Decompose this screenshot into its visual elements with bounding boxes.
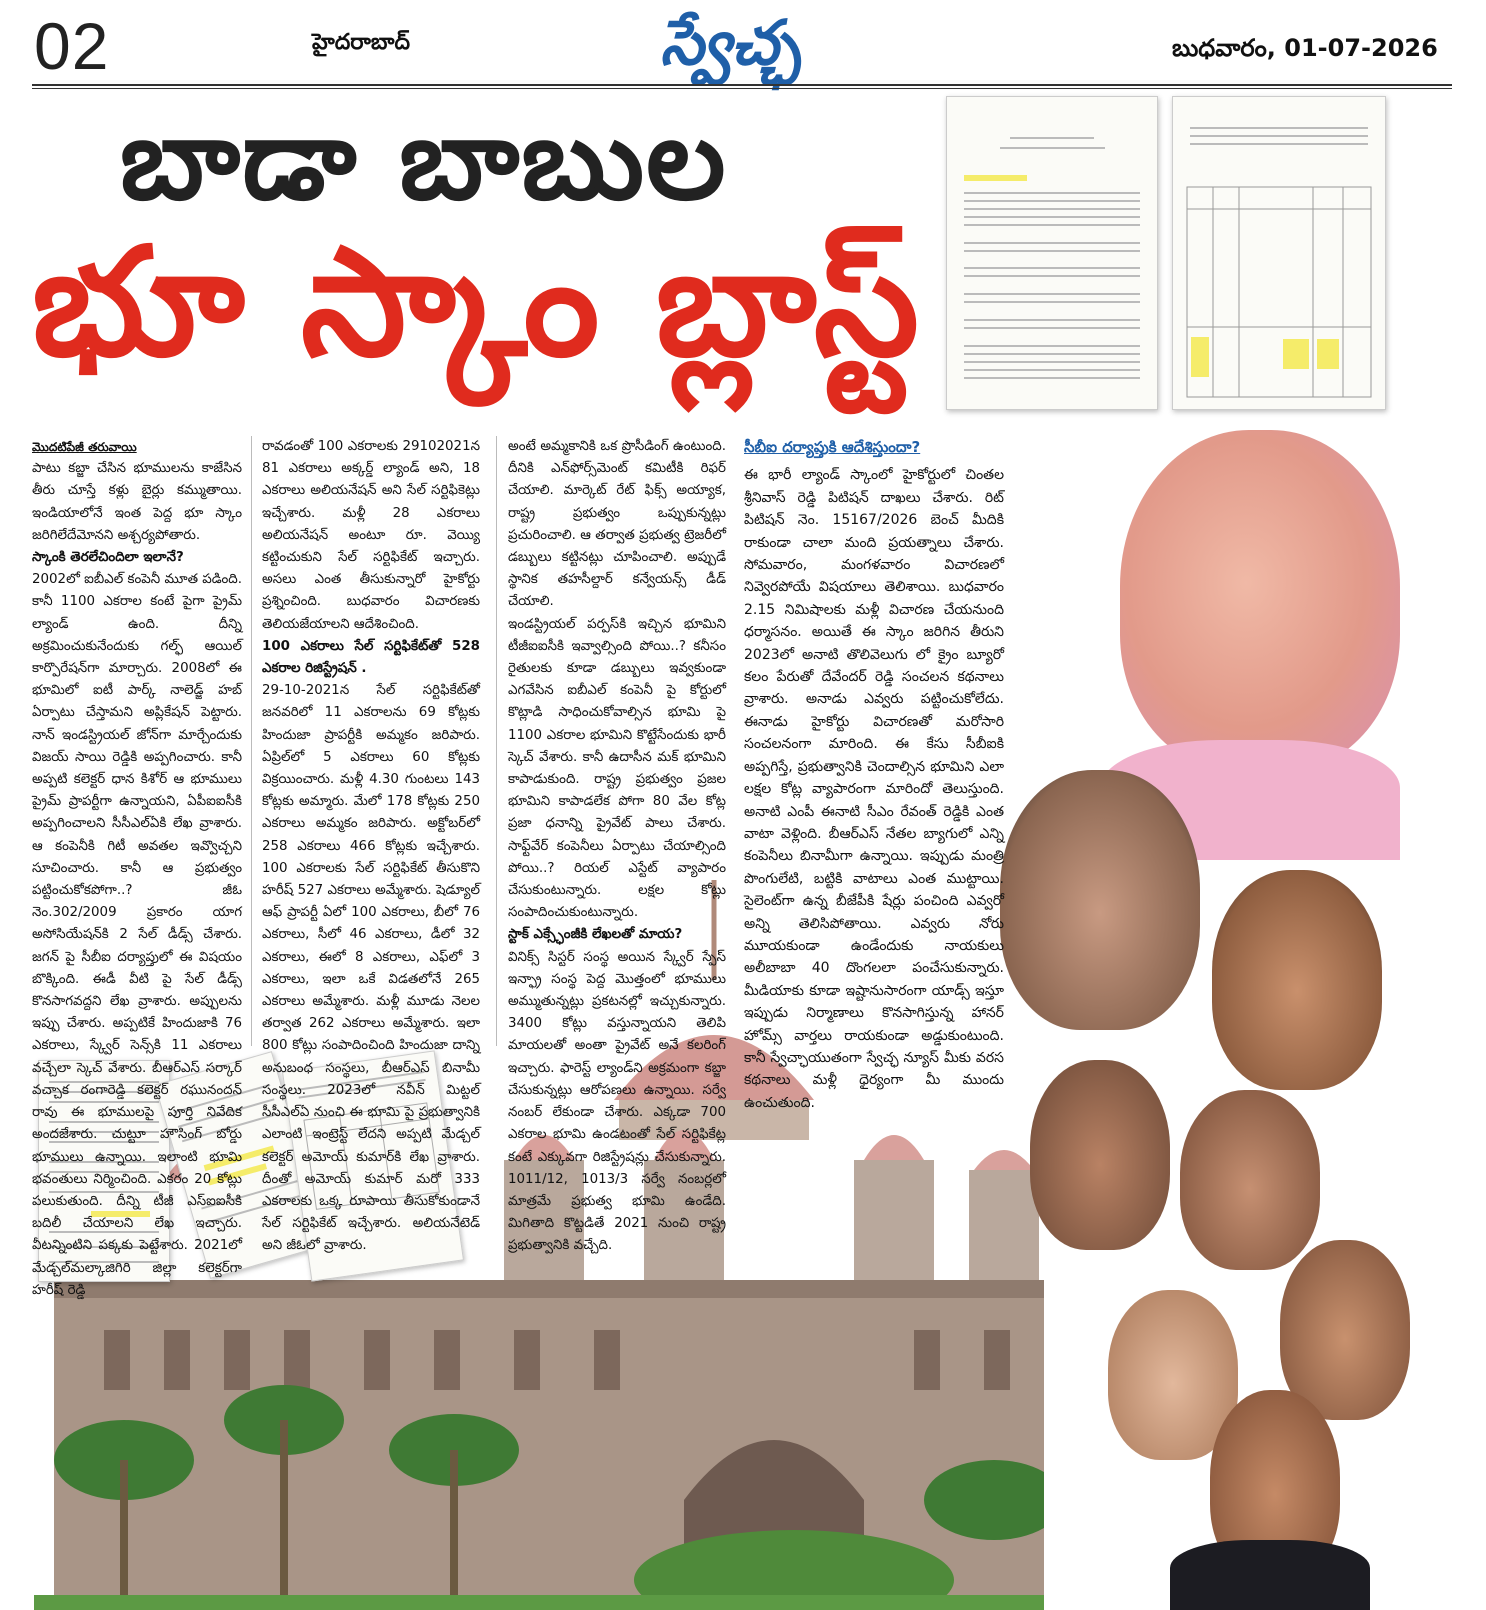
- article-paragraph: ఈ భారీ ల్యాండ్ స్కాంలో హైకోర్టులో చింతల శ్రీనివాస్ రెడ్డి పిటిషన్ దాఖలు చేశారు. రిట్ పిటిషన్ నెం. 15167/2026 బెంచ్ మీదికి రాకుండా చాలా మంది ప్రయత్నాలు చేశారు. సోమవారం, మంగళవారం విచారణలో నివ్వెరపోయే విషయాలు తెలిశాయి. బుధవారం 2.15 నిమిషాలకు మళ్లీ విచారణ చేయనుంది ధర్మాసనం. అయితే ఈ స్కాం జరిగిన తీరుని 2023లో అనాటి తొలివెలుగు లో క్రైం బ్యూరో కలం పేరుతో దేవేందర్ రెడ్డి సంచలన కథనాలు వ్రాశారు. అనాడు ఎవ్వరు పట్టించుకోలేదు. ఈనాడు హైకోర్టు విచారణతో మరోసారి సంచలనంగా మారింది. ఈ కేసు సీబీఐకి అప్పగిస్తే, ప్రభుత్వానికి చెందాల్సిన భూమిని ఎలా లక్షల కోట్ల వ్యాపారంగా మారిందో తెలుస్తుంది. అనాటి ఎంపీ ఈనాటి సీఎం రేవంత్ రెడ్డికి ఎంత వాటా వెళ్లింది. బీఆర్ఎస్ నేతల బ్యాగులో ఎన్ని కంపెనీలు బినామీగా ఉన్నాయి. ఇప్పుడు మంత్రి పొంగులేటి, బట్టికి వాటాలు ఎంత ముట్టాయి. సైలెంట్‌గా ఉన్న బీజేపీకి షేర్లు పంచింది ఎవ్వరో అన్ని తెలిసిపోతాయి. ఎవ్వరు నోరు మూయకుండా ఉండేందుకు నాయకులు అలీబాబా 40 దొంగలలా పంచేసుకున్నారు. మీడియాకు కూడా ఇష్టానుసారంగా యాడ్స్ ఇస్తూ ఇప్పుడు నిర్మాణాలు కొనసాగిస్తున్న హానర్ హోమ్స్ వార్తలు రాయకుండా అడ్డుకుంటుంది. కానీ స్వేచ్ఛాయుతంగా స్వేచ్ఛ న్యూస్ మీకు వరస కథనాలు మళ్లీ ధైర్యంగా మీ ముందు ఉంచుతుంది.: [744, 467, 1004, 1111]
- edition-city: హైదరాబాద్: [312, 30, 410, 55]
- article-paragraph: వినిక్స్ సిస్టర్ సంస్థ అయిన స్క్వేర్ స్పేస్ ఇన్ఫ్రా సంస్థ పెద్ద మొత్తంలో భూములు అమ్ముతున్నట్లు ప్రకటనల్లో ఇచ్చుకున్నారు. 3400 కోట్లు వస్తున్నాయని తెలిపి మాయలతో అంతా ప్రైవేట్ అనే కలరింగ్ ఇచ్చారు. ఫారెస్ట్ ల్యాండ్‌ని అక్రమంగా కబ్జా చేసుకున్నట్లు ఆరోపణలు ఉన్నాయి. సర్వే నంబర్ లేకుండా చేశారు. ఎక్కడా 700 ఎకరాల భూమి ఉండటంతో సేల్ సర్టిఫికేట్ల కంటే ఎక్కువగా రిజిస్ట్రేషన్లు చేసుకున్నారు. 1011/12, 1013/3 సర్వే నంబర్లలో మాత్రమే ప్రభుత్వ భూమి ఉండేది. మిగితాది కొట్టడితే 2021 నుంచి రాష్ట్ర ప్రభుత్వానికి వచ్చేది.: [508, 949, 726, 1254]
- document-scan-2: [1172, 96, 1386, 410]
- headline-line-2: భూ స్కాం బ్లాస్ట్: [32, 216, 922, 390]
- portrait-6: [1280, 1240, 1410, 1420]
- article-paragraph: ఇండస్ట్రియల్ పర్పస్‌కి ఇచ్చిన భూమిని టీజీఐఐసీకి ఇవ్వాల్సింది పోయి..? కనీసం రైతులకు కూడా డబ్బులు ఇవ్వకుండా ఎగవేసిన ఐబీఎల్ కంపెనీ పై కోర్టులో కొట్లాడి సాధించుకోవాల్సిన భూమి పై 1100 ఎకరాల భూమిని కొట్టేసేందుకు భారీ స్కెచ్ వేశారు. కానీ ఉదాసీన మక్ భూమిని కాపాడుకుంది. రాష్ట్ర ప్రభుత్వం ప్రజల భూమిని కాపాడలేక పోగా 80 వేల కోట్ల ప్రజా ధనాన్ని ప్రైవేట్ పాలు చేశారు. సాఫ్ట్‌వేర్ కంపెనీలు ఏర్పాటు చేయాల్సింది పోయి..? రియల్ ఎస్టేట్ వ్యాపారం చేసుకుంటున్నారు. లక్షల కోట్లు సంపాదించుకుంటున్నారు.: [508, 616, 726, 921]
- article-column-3: [508, 436, 726, 1258]
- page-number: 02: [34, 9, 110, 83]
- article-subheading: స్కాంకి తెరలేచిందిలా ఇలానే?: [32, 550, 184, 566]
- edition-date: బుధవారం, 01-07-2026: [1172, 34, 1438, 62]
- headline-line-1: బాడా బాబుల: [120, 95, 728, 225]
- header-rule: [32, 84, 1452, 89]
- column-4-heading: సీబీఐ దర్యాప్తుకి ఆదేశిస్తుందా?: [744, 438, 921, 456]
- portrait-4: [1030, 1060, 1170, 1250]
- portrait-2: [1000, 770, 1200, 1030]
- document-table-grid: [1173, 97, 1385, 409]
- column-divider: [251, 436, 252, 1046]
- article-kicker: మొదటిపేజీ తరువాయి: [32, 440, 137, 454]
- masthead-logo: స్వేచ్ఛ: [660, 6, 801, 79]
- article-paragraph: 2002లో ఐబీఎల్ కంపెనీ మూత పడింది. కానీ 1100 ఎకరాల కంటే పైగా ప్రైమ్ ల్యాండ్ ఉంది. దీన్ని అక్రమించుకునేందుకు గల్ఫ్ ఆయిల్ కార్పొరేషన్‌గా మార్చారు. 2008లో ఈ భూమిలో ఐటీ పార్క్ నాలెడ్జ్ హబ్ ఏర్పాటు చేస్తామని అప్లికేషన్ పెట్టారు. నాన్ ఇండస్ట్రియల్ జోన్‌గా మార్చేందుకు విజయ్ సాయి రెడ్డికి అప్పగించారు. కానీ అప్పటి కలెక్టర్ ధాన కిశోర్ ఆ భూములు ప్రైమ్ ప్రాపర్టీగా ఉన్నాయని, ఏపీఐఐసీకి అప్పగించాలని సీసీఎల్ఏకి లేఖ వ్రాశారు. ఆ కంపెనీకి గిటీ అవతల ఇవ్వొచ్చని సూచించారు. కానీ ఆ ప్రభుత్వం పట్టించుకోకపోగా..? జీఓ నెం.302/2009 ప్రకారం యాగ అసోసియేషన్‌కి 2 సేల్ డీడ్స్ చేశారు. జగన్ పై సీబీఐ దర్యాప్తులో ఈ విషయం బొక్కింది. ఈడీ వీటి పై సేల్ డీడ్స్ కొనసాగవద్దని లేఖ వ్రాశారు. అప్పులను ఇప్పు చేశారు. అప్పటికే హిందుజాకి 76 ఎకరాలు, స్క్వేర్ సెన్స్‌కి 11 ఎకరాలు వచ్చేలా స్కెచ్ వేశారు. బీఆర్ఎస్ సర్కార్ వచ్చాక రంగారెడ్డి కలెక్టర్ రఘునందన్ రావు ఈ భూములపై పూర్తి నివేదిక అందజేశారు. చుట్టూ హౌసింగ్ బోర్డు భూములు ఉన్నాయి. ఇలాంటి భూమి భవంతులు నిర్మించింది. ఎకరం 20 కోట్లు పలుకుతుంది. దీన్ని టీజీ ఎస్ఐఐసీకి బదిలీ చేయాలని లేఖ ఇచ్చారు. వీటన్నింటిని పక్కకు పెట్టేశారు. 2021లో మేడ్చల్‌మల్కాజిగిరి జిల్లా కలెక్టర్‌గా హరీష్ రెడ్డి: [32, 572, 242, 1298]
- portrait-5: [1180, 1090, 1320, 1270]
- article-subheading: 100 ఎకరాలు సేల్ సర్టిఫికేట్‌తో 528 ఎకరాల రిజిస్ట్రేషన్ .: [262, 638, 480, 677]
- article-paragraph: పాటు కబ్జా చేసిన భూములను కాజేసిన తీరు చూస్తే కళ్లు బైర్లు కమ్ముతాయి. ఇండియాలోనే ఇంత పెద్ద భూ స్కాం జరిగిలేదేమోనని అశ్చర్యపోతారు.: [32, 461, 242, 543]
- article-column-1: [32, 436, 242, 1302]
- article-subheading: స్టాక్ ఎక్స్ఛేంజీకి లేఖలతో మాయ?: [508, 927, 683, 943]
- article-paragraph: అంటే అమ్మకానికి ఒక ప్రొసీడింగ్ ఉంటుంది. దీనికి ఎన్‌ఫోర్స్‌మెంట్ కమిటీకి రిఫర్ చేయాలి. మార్కెట్ రేట్ ఫిక్స్ అయ్యాక, రాష్ట్ర ప్రభుత్వం ఒప్పుకున్నట్లు ప్రచురించాలి. ఆ తర్వాత ప్రభుత్వ ట్రెజరీలో డబ్బులు కట్టినట్లు చూపించాలి. అప్పుడే స్థానిక తహసీల్దార్ కన్వేయన్స్ డీడ్ చేయాలి.: [508, 439, 726, 610]
- portrait-8-suit: [1170, 1540, 1370, 1610]
- article-paragraph: రావడంతో 100 ఎకరాలకు 29102021న 81 ఎకరాలు అక్కర్డ్ ల్యాండ్ అని, 18 ఎకరాలు అలియనేషన్ అని సేల్ సర్టిఫికెట్లు ఇచ్చేశారు. మళ్లీ 28 ఎకరాలు అలియనేషన్ అంటూ రూ. వెయ్యి కట్టించుకుని సేల్ సర్టిఫికేట్ ఇచ్చారు. అసలు ఎంత తీసుకున్నారో హైకోర్టు ప్రశ్నించింది. బుధవారం విచారణకు తెలియజేయాలని ఆదేశించింది.: [262, 439, 480, 632]
- article-column-4: [744, 436, 1004, 1114]
- column-divider: [496, 436, 497, 1046]
- portrait-1: [1120, 430, 1400, 770]
- portrait-3: [1212, 870, 1382, 1090]
- article-paragraph: 29-10-2021న సేల్ సర్టిఫికేట్‌తో జనవరిలో 11 ఎకరాలను 69 కోట్లకు హిందుజా ప్రాపర్టీకి అమ్మకం జరిపారు. ఏప్రిల్‌లో 5 ఎకరాలు 60 కోట్లకు విక్రయించారు. మళ్లీ 4.30 గుంటలు 143 కోట్లకు అమ్మారు. మేలో 178 కోట్లకు 250 ఎకరాలు అమ్మకం జరిపారు. అక్టోబర్‌లో 258 ఎకరాలు 466 కోట్లకు ఇచ్చేశారు. 100 ఎకరాలకు సేల్ సర్టిఫికేట్ తీసుకొని హరీష్ 527 ఎకరాలు అమ్మేశారు. షెడ్యూల్ ఆఫ్ ప్రాపర్టీ ఏలో 100 ఎకరాలు, బీలో 76 ఎకరాలు, సీలో 46 ఎకరాలు, డీలో 32 ఎకరాలు, ఈలో 8 ఎకరాలు, ఎఫ్‌లో 3 ఎకరాలు, ఇలా ఒకే విడతలోనే 265 ఎకరాలు అమ్మేశారు. మళ్లీ మూడు నెలల తర్వాత 262 ఎకరాలు అమ్మేశారు. ఇలా 800 కోట్లు సంపాదించింది హిందుజా దాన్ని అనుబంధ సంస్థలు, బీఆర్ఎస్ బినామీ సంస్థలు. 2023లో నవీన్ మిట్టల్ సీసీఎల్ఏ నుంచి ఈ భూమి పై ప్రభుత్వానికి ఎలాంటి ఇంట్రెస్ట్ లేదని అప్పటి మేడ్చల్ కలెక్టర్ అమోయ్ కుమార్‌కి లేఖ వ్రాశారు. దీంతో అమోయ్ కుమార్ మరో 333 ఎకరాలకు ఒక్క రూపాయి తీసుకోకుండానే సేల్ సర్టిఫికేట్ ఇచ్చేశారు. అలియనేటెడ్ అని జీఓలో వ్రాశారు.: [262, 683, 480, 1254]
- document-scan-1: [946, 96, 1158, 410]
- article-column-2: [262, 436, 480, 1258]
